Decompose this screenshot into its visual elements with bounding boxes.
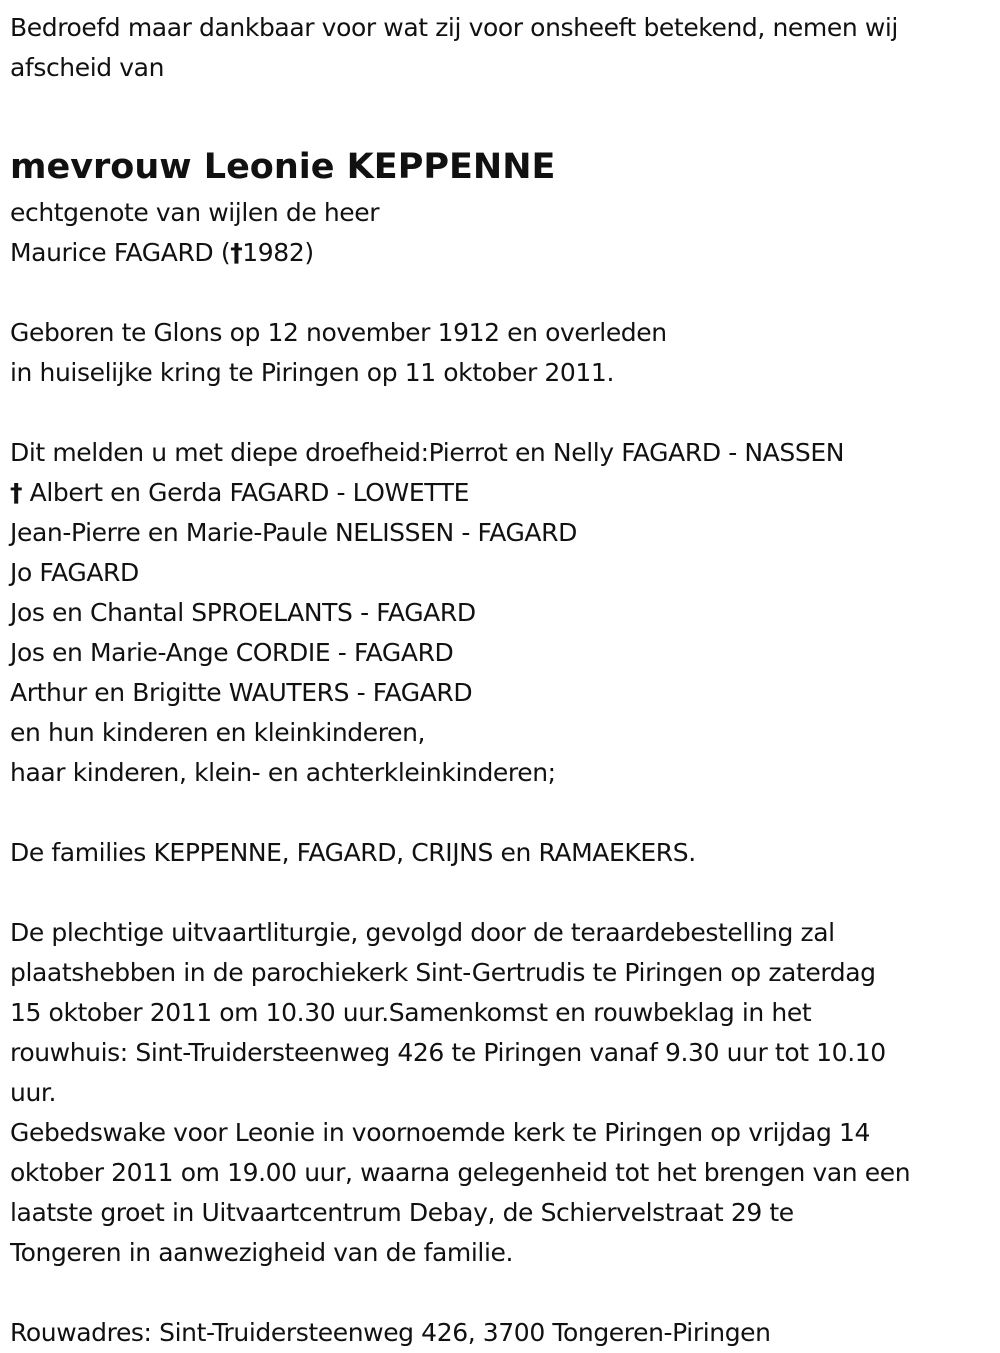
cross-icon: † [230,238,243,267]
spacer [10,793,995,833]
spacer [10,873,995,913]
obituary-notice [10,8,995,1353]
spacer [10,1273,995,1313]
funeral-line: oktober 2011 om 19.00 uur, waarna gelegenheid tot het brengen van een [10,1158,911,1187]
mourning-address: Rouwadres: Sint-Truidersteenweg 426, 3700 Tongeren-Piringen [10,1318,771,1347]
intro-line: Bedroefd maar dankbaar voor wat zij voor onsheeft betekend, nemen wij [10,13,898,42]
spouse-name: Maurice FAGARD ( [10,238,231,267]
funeral-line: rouwhuis: Sint-Truidersteenweg 426 te Piringen vanaf 9.30 uur tot 10.10 [10,1038,886,1067]
mourner-line: Jean-Pierre en Marie-Paule NELISSEN - FAGARD [10,518,577,547]
mourners-intro: Dit melden u met diepe droefheid:Pierrot en Nelly FAGARD - NASSEN [10,438,845,467]
funeral-line: laatste groet in Uitvaartcentrum Debay, de Schiervelstraat 29 te [10,1198,794,1227]
mourners-list [10,433,995,793]
funeral-line: Tongeren in aanwezigheid van de familie. [10,1238,514,1267]
spouse-info [10,193,995,273]
mourner-line [10,473,995,513]
mourner-line: Jo FAGARD [10,558,139,587]
intro-line: afscheid van [10,53,165,82]
birth-line: Geboren te Glons op 12 november 1912 en overleden [10,318,667,347]
spacer [10,273,995,313]
intro-paragraph [10,8,995,88]
birth-death-paragraph [10,313,995,393]
spouse-name-line [10,233,995,273]
families-line: De families KEPPENNE, FAGARD, CRIJNS en RAMAEKERS. [10,838,696,867]
funeral-line: plaatshebben in de parochiekerk Sint-Gertrudis te Piringen op zaterdag [10,958,876,987]
cross-icon: † [10,478,23,507]
mourner-line: Jos en Chantal SPROELANTS - FAGARD [10,598,476,627]
spacer [10,393,995,433]
funeral-paragraph [10,913,995,1273]
mourner-name: Albert en Gerda FAGARD - LOWETTE [22,478,469,507]
funeral-line: uur. [10,1078,57,1107]
mourner-line: Arthur en Brigitte WAUTERS - FAGARD [10,678,473,707]
spouse-line: echtgenote van wijlen de heer [10,198,380,227]
funeral-line: De plechtige uitvaartliturgie, gevolgd door de teraardebestelling zal [10,918,835,947]
mourner-line: Jos en Marie-Ange CORDIE - FAGARD [10,638,454,667]
death-line: in huiselijke kring te Piringen op 11 oktober 2011. [10,358,614,387]
funeral-line: Gebedswake voor Leonie in voornoemde kerk te Piringen op vrijdag 14 [10,1118,870,1147]
spouse-death-year: 1982) [242,238,314,267]
mourner-line: en hun kinderen en kleinkinderen, [10,718,426,747]
deceased-name: mevrouw Leonie KEPPENNE [10,147,556,187]
funeral-line: 15 oktober 2011 om 10.30 uur.Samenkomst en rouwbeklag in het [10,998,812,1027]
mourner-line: haar kinderen, klein- en achterkleinkinderen; [10,758,556,787]
